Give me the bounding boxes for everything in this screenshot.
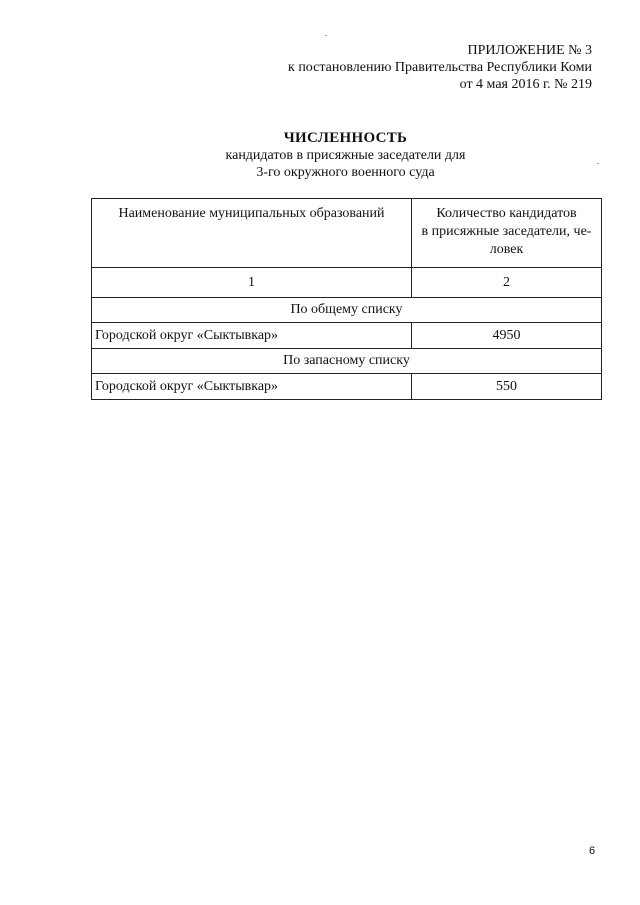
title-line-2: кандидатов в присяжные заседатели для <box>225 148 466 163</box>
appendix-date: от 4 мая 2016 г. № 219 <box>459 77 592 92</box>
appendix-resolution: к постановлению Правительства Республики Коми <box>288 60 592 75</box>
column-header-count-line-1: Количество кандидатов <box>436 206 577 221</box>
appendix-title: ПРИЛОЖЕНИЕ № 3 <box>467 43 592 58</box>
section-row-general <box>92 298 602 323</box>
candidate-count: 4950 <box>412 323 602 349</box>
column-number-2: 2 <box>412 268 602 298</box>
municipality-name: Городской округ «Сыктывкар» <box>92 374 412 400</box>
title-line-3: 3-го окружного военного суда <box>256 165 435 180</box>
column-header-count-line-3: ловек <box>489 242 524 257</box>
section-title-general: По общему списку <box>92 298 602 323</box>
municipality-name: Городской округ «Сыктывкар» <box>92 323 412 349</box>
table-row <box>92 323 602 349</box>
document-title <box>90 130 601 181</box>
table-header-row <box>92 199 602 268</box>
title-main: ЧИСЛЕННОСТЬ <box>283 130 408 146</box>
column-header-count <box>412 199 602 268</box>
page-number: 6 <box>589 845 596 857</box>
section-title-reserve: По запасному списку <box>92 349 602 374</box>
candidates-table <box>91 198 602 400</box>
column-number-row <box>92 268 602 298</box>
appendix-header <box>288 42 592 93</box>
table-row <box>92 374 602 400</box>
column-number-1: 1 <box>92 268 412 298</box>
candidate-count: 550 <box>412 374 602 400</box>
column-header-count-line-2: в присяжные заседатели, че- <box>421 224 592 239</box>
column-header-municipality: Наименование муниципальных образований <box>92 199 412 268</box>
section-row-reserve <box>92 349 602 374</box>
scan-speck <box>325 35 327 36</box>
